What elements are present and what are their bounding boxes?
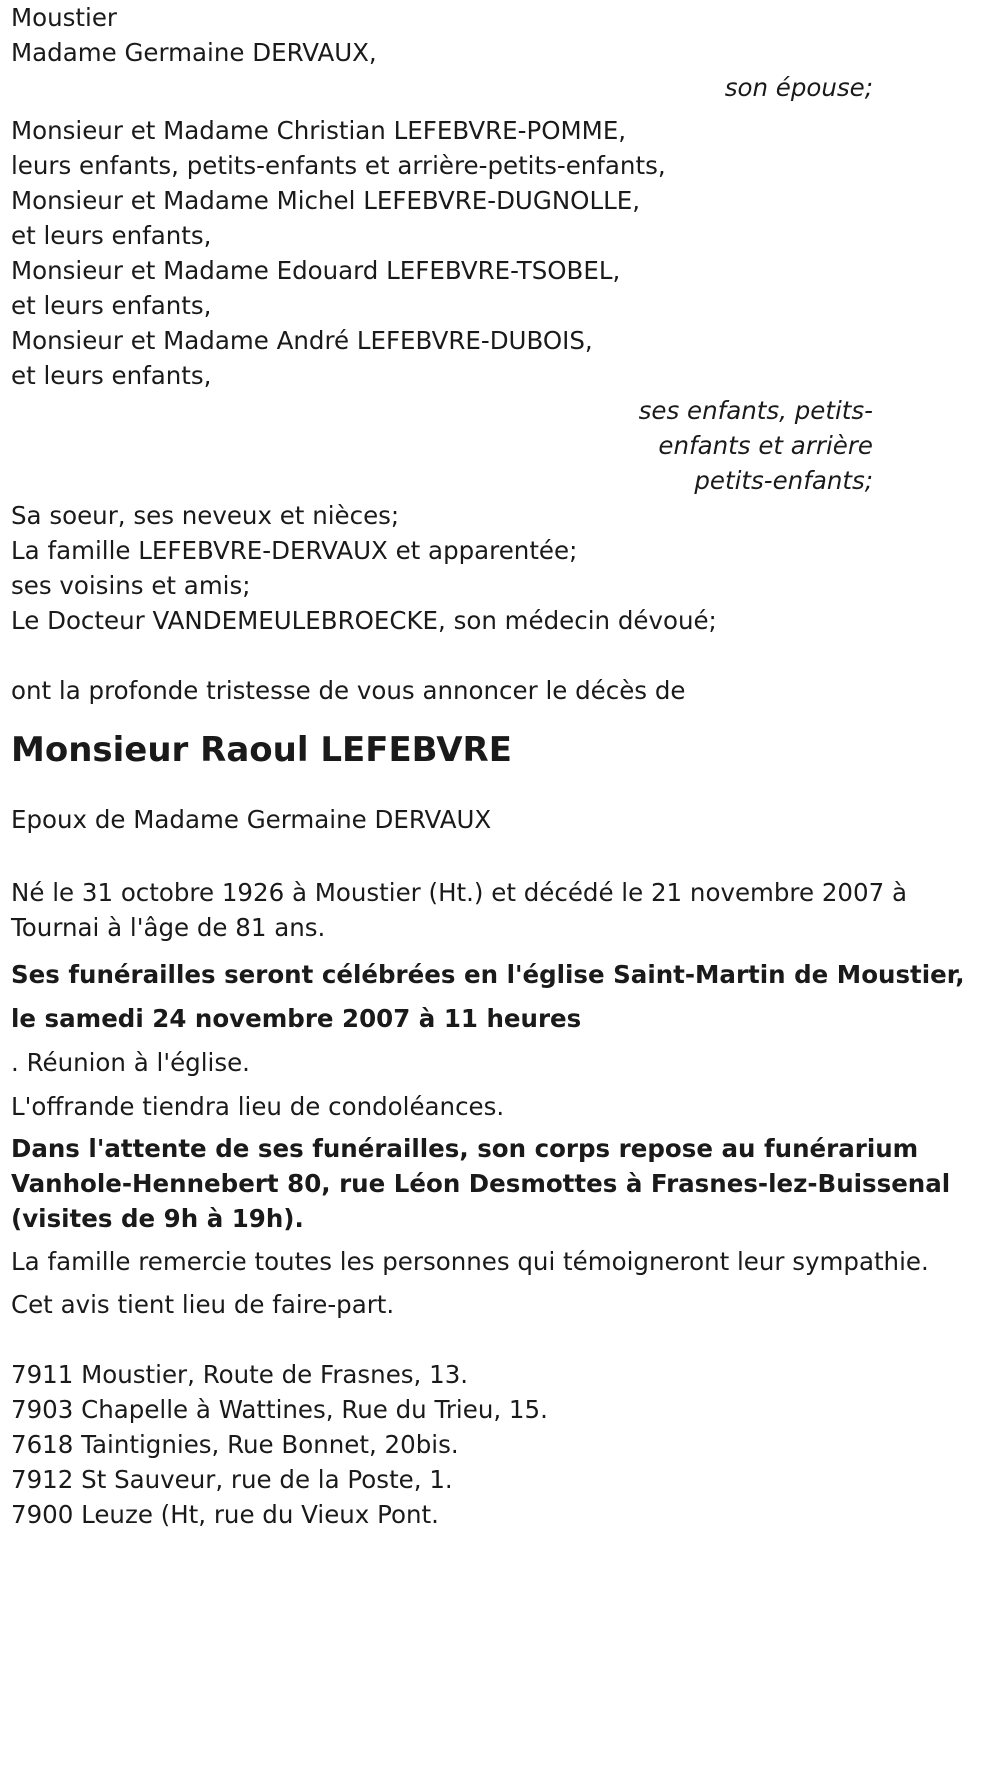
children-line: et leurs enfants, xyxy=(11,361,212,390)
children-line: Monsieur et Madame Michel LEFEBVRE-DUGNOLLE, xyxy=(11,186,641,215)
children-role-line: petits-enfants; xyxy=(694,466,873,495)
place-line: Moustier xyxy=(11,3,117,32)
children-role-block xyxy=(11,393,873,498)
birth-death-dates: Né le 31 octobre 1926 à Moustier (Ht.) et décédé le 21 novembre 2007 à Tournai à l'âge de 81 ans. xyxy=(11,878,907,942)
thanks-paragraph: La famille remercie toutes les personnes qui témoigneront leur sympathie. xyxy=(11,1247,929,1276)
notice-line: Cet avis tient lieu de faire-part. xyxy=(11,1290,395,1319)
address-line: 7911 Moustier, Route de Frasnes, 13. xyxy=(11,1360,469,1389)
others-line: Sa soeur, ses neveux et nièces; xyxy=(11,501,400,530)
children-line: et leurs enfants, xyxy=(11,221,212,250)
children-list xyxy=(11,113,1000,393)
children-line: Monsieur et Madame André LEFEBVRE-DUBOIS, xyxy=(11,326,593,355)
address-line: 7900 Leuze (Ht, rue du Vieux Pont. xyxy=(11,1500,439,1529)
address-line: 7912 St Sauveur, rue de la Poste, 1. xyxy=(11,1465,453,1494)
others-line: La famille LEFEBVRE-DERVAUX et apparentée; xyxy=(11,536,578,565)
children-role-line: ses enfants, petits- xyxy=(638,396,873,425)
children-line: Monsieur et Madame Edouard LEFEBVRE-TSOBEL, xyxy=(11,256,621,285)
offering-line: L'offrande tiendra lieu de condoléances. xyxy=(11,1092,505,1121)
spouse-line: Madame Germaine DERVAUX, xyxy=(11,38,377,67)
others-line: ses voisins et amis; xyxy=(11,571,251,600)
addresses-list xyxy=(11,1357,1000,1532)
funeral-line-2: le samedi 24 novembre 2007 à 11 heures xyxy=(11,1004,582,1033)
children-line: Monsieur et Madame Christian LEFEBVRE-POMME, xyxy=(11,116,627,145)
spouse-role: son épouse; xyxy=(724,73,873,102)
address-line: 7903 Chapelle à Wattines, Rue du Trieu, 15. xyxy=(11,1395,548,1424)
children-line: leurs enfants, petits-enfants et arrière-petits-enfants, xyxy=(11,151,666,180)
meeting-line: . Réunion à l'église. xyxy=(11,1048,250,1077)
children-role-line: enfants et arrière xyxy=(658,431,873,460)
funerarium-paragraph: Dans l'attente de ses funérailles, son corps repose au funérarium Vanhole-Hennebert 80, rue Léon Desmottes à Frasnes-lez-Buissenal (visites de 9h à 19h). xyxy=(11,1134,951,1233)
funeral-line-1: Ses funérailles seront célébrées en l'église Saint-Martin de Moustier, xyxy=(11,960,965,989)
announcement: ont la profonde tristesse de vous annoncer le décès de xyxy=(11,676,686,705)
address-line: 7618 Taintignies, Rue Bonnet, 20bis. xyxy=(11,1430,459,1459)
others-list xyxy=(11,498,1000,638)
children-line: et leurs enfants, xyxy=(11,291,212,320)
deceased-name: Monsieur Raoul LEFEBVRE xyxy=(11,730,512,770)
spouse-of: Epoux de Madame Germaine DERVAUX xyxy=(11,805,492,834)
spouse-role-block xyxy=(11,70,873,105)
others-line: Le Docteur VANDEMEULEBROECKE, son médecin dévoué; xyxy=(11,606,717,635)
